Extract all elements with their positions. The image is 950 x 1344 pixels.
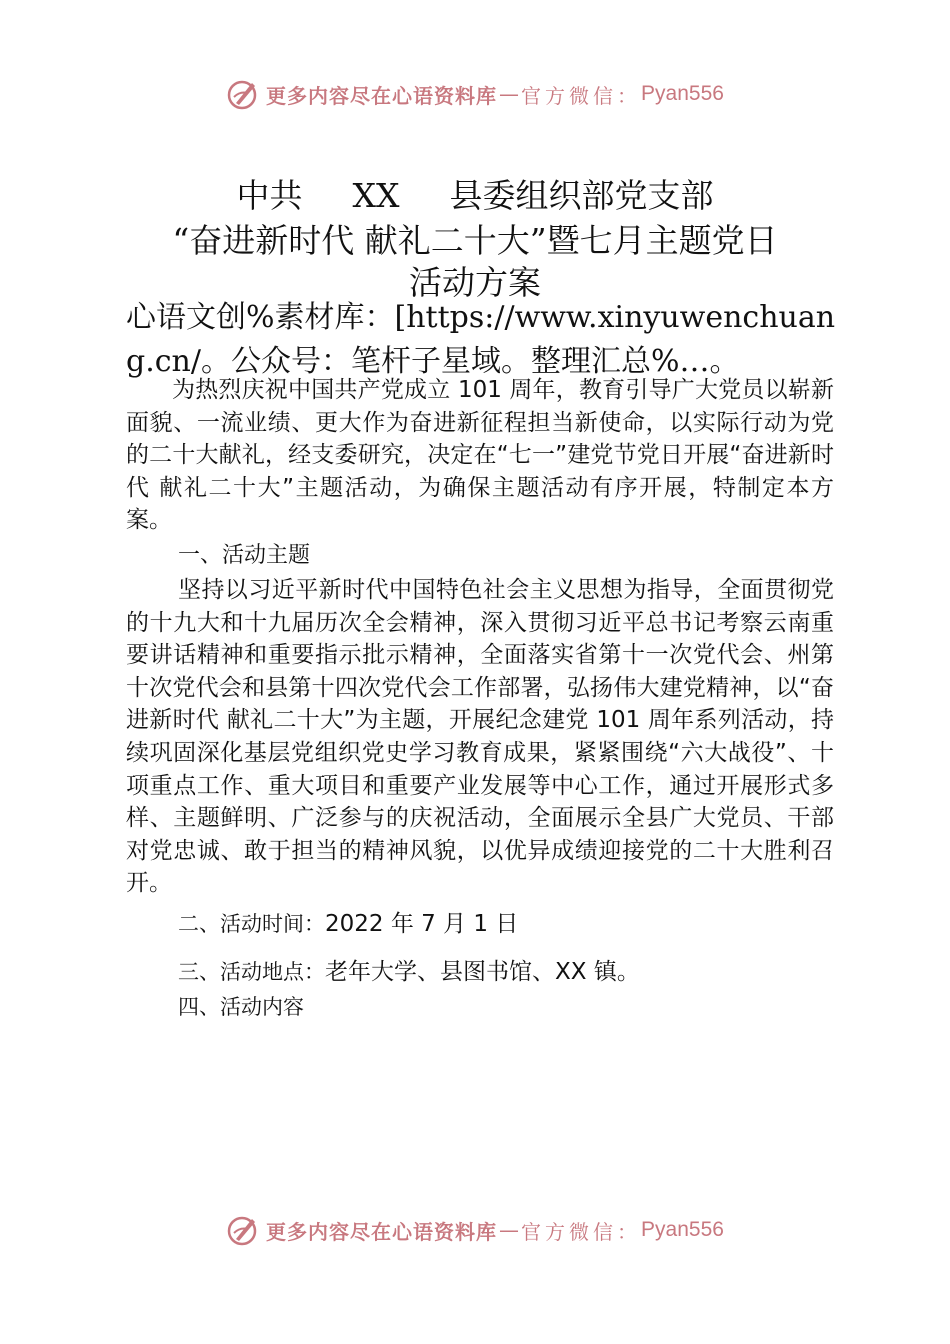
banner-dash: — xyxy=(499,82,520,106)
banner-text: 更多内容尽在心语资料库 xyxy=(266,83,498,108)
banner-official: 官方微信： xyxy=(521,1219,642,1244)
place-label: 三、活动地点： xyxy=(178,960,325,984)
place-value: 老年大学、县图书馆、XX 镇。 xyxy=(325,959,640,985)
title-line-2: “奋进新时代 献礼二十大”暨七月主题党日 xyxy=(172,221,778,260)
banner-text: 更多内容尽在心语资料库 xyxy=(266,1219,498,1244)
intro-paragraph: 为热烈庆祝中国共产党成立 101 周年，教育引导广大党员以崭新面貌、一流业绩、更大作为奋进新征程担当新使命，以实际行动为党的二十大献礼，经支委研究，决定在“七一”建党节党日开展“奋进新时代 献礼二十大”主题活动，为确保主题活动有序开展，特制定本方案。 xyxy=(126,377,834,534)
time-value: 2022 年 7 月 1 日 xyxy=(325,911,519,937)
pen-logo-icon xyxy=(226,1213,260,1247)
activity-place xyxy=(178,953,640,986)
banner-official: 官方微信： xyxy=(521,83,642,108)
time-label: 二、活动时间： xyxy=(178,912,325,936)
header-banner xyxy=(0,72,950,116)
source-note: 心语文创%素材库：[https://www.xinyuwenchuang.cn/。公众号：笔杆子星域。整理汇总%…。 xyxy=(126,300,836,379)
title-org: 县委组织部党支部 xyxy=(449,176,714,215)
title-line-1 xyxy=(0,170,950,217)
section-heading-theme: 一、活动主题 xyxy=(178,543,311,568)
section-heading-content: 四、活动内容 xyxy=(178,995,304,1019)
banner-wechat-id: Pyan556 xyxy=(641,1218,724,1241)
section-body-theme: 坚持以习近平新时代中国特色社会主义思想为指导，全面贯彻党的十九大和十九届历次全会精神，深入贯彻习近平总书记考察云南重要讲话精神和重要指示批示精神，全面落实省第十一次党代会、州第十次党代会和县第十四次党代会工作部署，弘扬伟大建党精神，以“奋进新时代 献礼二十大”为主题，开展纪念建党 101 周年系列活动，持续巩固深化基层党组织党史学习教育成果，紧紧围绕“六大战役”、十项重点工作、重大项目和重要产业发展等中心工作，通过开展形式多样、主题鲜明、广泛参与的庆祝活动，全面展示全县广大党员、干部对党忠诚、敢于担当的精神风貌，以优异成绩迎接党的二十大胜利召开。 xyxy=(126,577,834,897)
banner-dash: — xyxy=(499,1218,520,1242)
banner-wechat-id: Pyan556 xyxy=(641,82,724,105)
title-county: XX xyxy=(352,176,400,215)
footer-banner xyxy=(0,1208,950,1252)
title-line-3: 活动方案 xyxy=(409,263,541,302)
title-party: 中共 xyxy=(236,176,303,215)
activity-time xyxy=(178,905,518,938)
pen-logo-icon xyxy=(226,77,260,111)
